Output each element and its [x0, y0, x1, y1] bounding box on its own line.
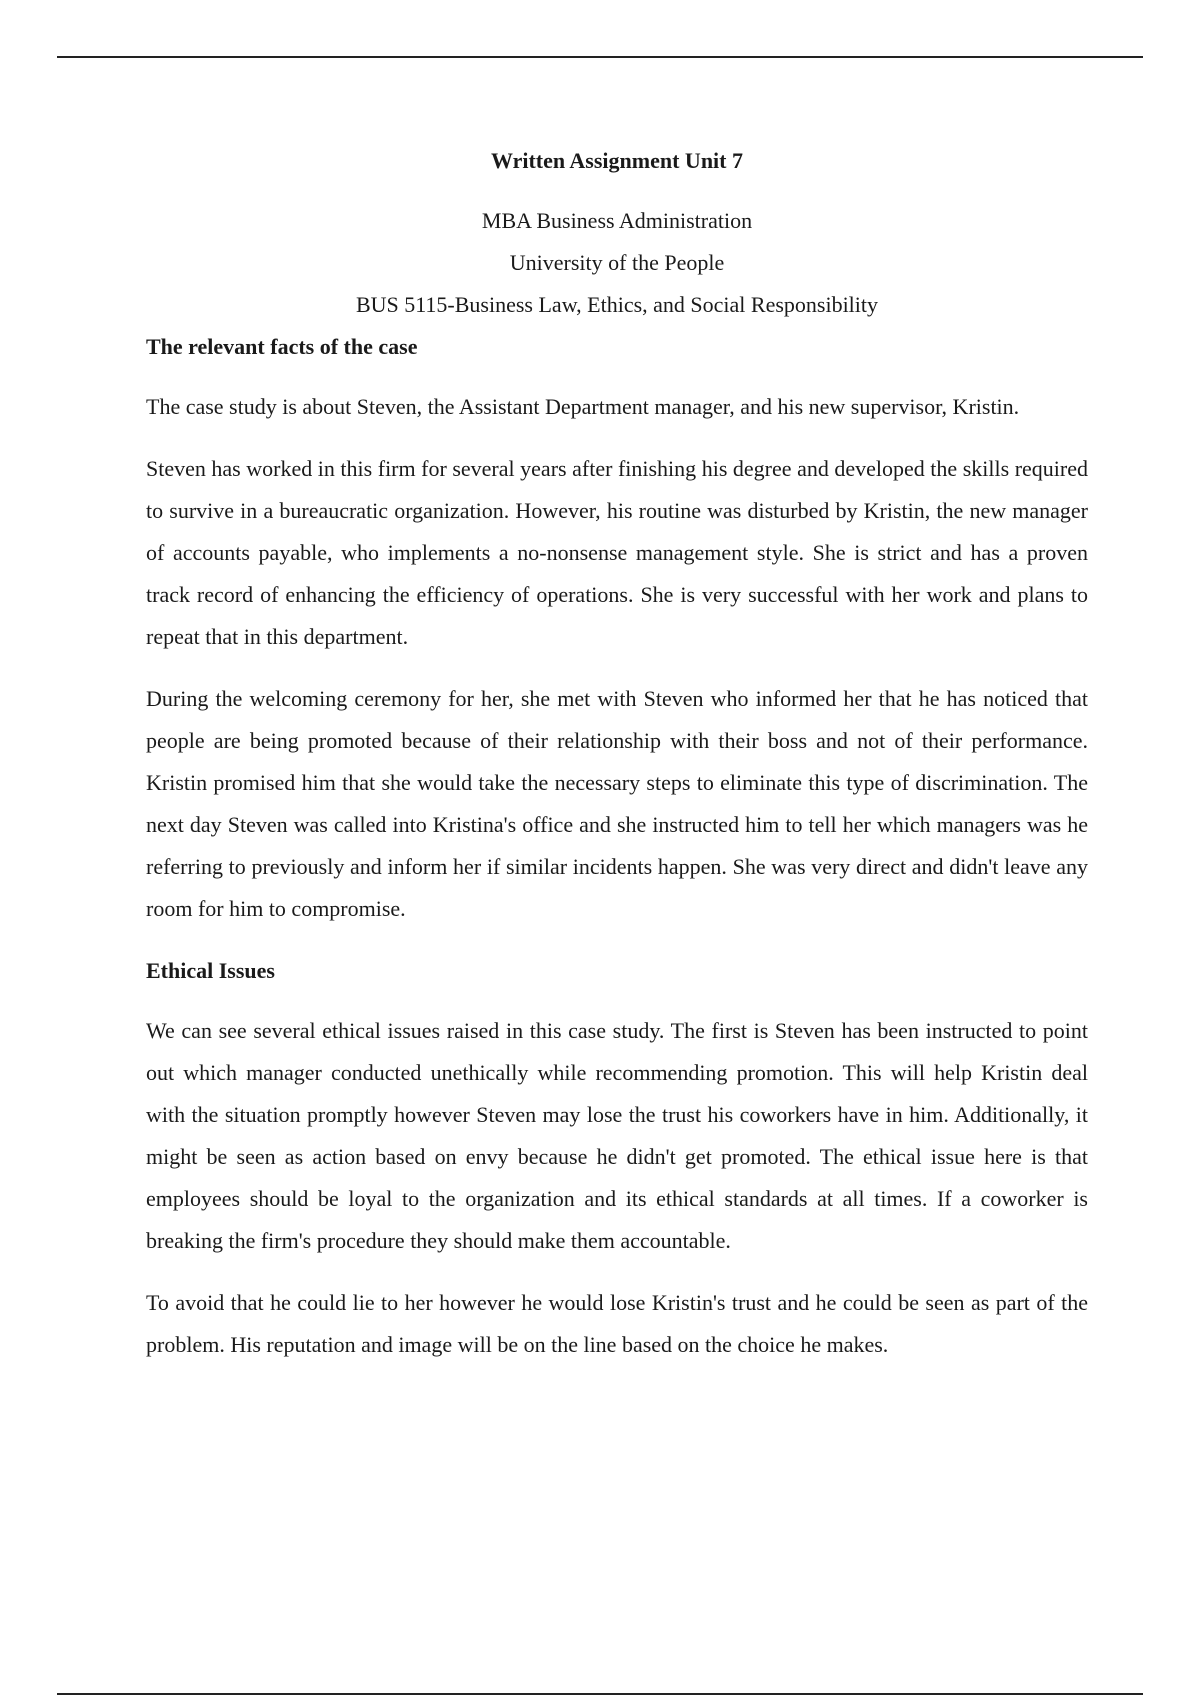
university-line: University of the People — [509, 250, 725, 275]
section-relevant-facts — [146, 326, 1088, 930]
paragraph: To avoid that he could lie to her however he would lose Kristin's trust and he could be seen as part of the problem. His reputation and image will be on the line based on the choice he makes. — [146, 1290, 1088, 1357]
paragraph: Steven has worked in this firm for several years after finishing his degree and developed the skills required to survive in a bureaucratic organization. However, his routine was disturbed by Kristin, the new manager of accounts payable, who implements a no-nonsense management style. She is strict and has a proven track record of enhancing the efficiency of operations. She is very successful with her work and plans to repeat that in this department. — [146, 456, 1088, 649]
program-line: MBA Business Administration — [481, 208, 753, 233]
section-ethical-issues — [146, 950, 1088, 1366]
top-rule — [57, 56, 1143, 58]
document-body — [146, 140, 1088, 1386]
bottom-rule — [57, 1693, 1143, 1695]
document-title: Written Assignment Unit 7 — [491, 148, 743, 173]
section-heading: Ethical Issues — [146, 958, 275, 983]
paragraph: The case study is about Steven, the Assistant Department manager, and his new supervisor, Kristin. — [146, 394, 1020, 419]
course-line: BUS 5115-Business Law, Ethics, and Social Responsibility — [355, 292, 879, 317]
document-meta — [146, 200, 1088, 326]
section-heading: The relevant facts of the case — [146, 334, 418, 359]
paragraph: During the welcoming ceremony for her, she met with Steven who informed her that he has noticed that people are being promoted because of their relationship with their boss and not of their performance. Kristin promised him that she would take the necessary steps to eliminate this type of discrimination. The next day Steven was called into Kristina's office and she instructed him to tell her which managers was he referring to previously and inform her if similar incidents happen. She was very direct and didn't leave any room for him to compromise. — [146, 686, 1088, 921]
paragraph: We can see several ethical issues raised in this case study. The first is Steven has been instructed to point out which manager conducted unethically while recommending promotion. This will help Kristin deal with the situation promptly however Steven may lose the trust his coworkers have in him. Additionally, it might be seen as action based on envy because he didn't get promoted. The ethical issue here is that employees should be loyal to the organization and its ethical standards at all times. If a coworker is breaking the firm's procedure they should make them accountable. — [146, 1018, 1088, 1253]
